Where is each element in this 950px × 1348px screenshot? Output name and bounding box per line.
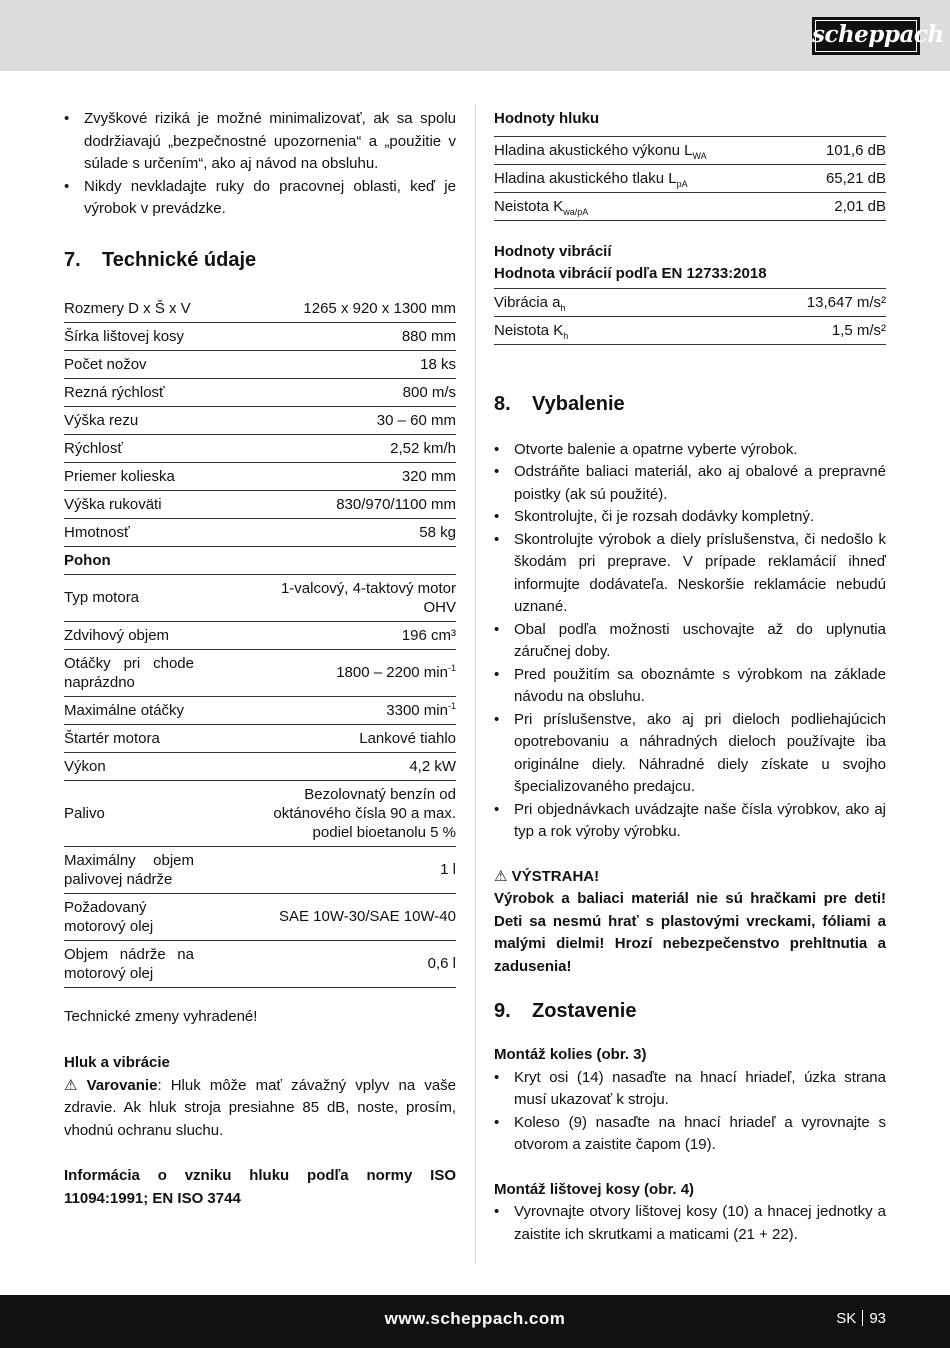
right-column [494,108,886,1246]
list-item: • Vyrovnajte otvory lištovej kosy (10) a hnacej jednotky a zaistite ich skrutkami a maticami (21 + 22). [494,1201,886,1246]
table-cell-value: 2,52 km/h [254,434,456,462]
table-cell-value: 58 kg [254,518,456,546]
table-cell-value: 101,6 dB [800,136,886,164]
table-cell-value: 196 cm³ [254,621,456,649]
table-cell-label: Maximálne otáčky [64,696,254,724]
list-item: • Otvorte balenie a opatrne vyberte výrobok. [494,439,886,462]
table-row [64,940,456,987]
table-cell-label: Neistota $K_h$ [494,316,684,344]
page-header [0,0,950,71]
table-row [64,893,456,940]
list-item: • Pred použitím sa oboznámte s výrobkom na základe návodu na obsluhu. [494,664,886,709]
table-cell-value: 1800 – 2200 $\min^{-1}$ [254,649,456,696]
table-cell-value: 1,5 m/s² [684,316,886,344]
table-cell-label: Rozmery D x Š x V [64,295,254,323]
table-cell-value: 13,647 m/s² [684,288,886,316]
section-title-unpacking: 8. Vybalenie [494,392,625,415]
table-cell-value: 880 mm [254,322,456,350]
table-cell-label: Palivo [64,780,254,846]
table-cell-value: 1 l [254,846,456,893]
table-cell-value: 1265 x 920 x 1300 mm [254,295,456,323]
table-row [494,316,886,344]
vibration-subheading: Hodnota vibrácií podľa EN 12733:2018 [494,265,767,282]
scheppach-logo: scheppach [812,17,920,55]
table-cell-label: Zdvihový objem [64,621,254,649]
table-cell-value: 3300 $\min^{-1}$ [254,696,456,724]
table-cell-value: 65,21 dB [800,164,886,192]
left-column [64,108,456,1210]
list-item: • Skontrolujte výrobok a diely príslušenstva, či nedošlo k škodám pri preprave. V prípade reklamácií ihneď informujte dodávateľa. Neskoršie reklamácie nebudú uznané. [494,529,886,619]
table-row [494,164,886,192]
table-cell-label: Hmotnosť [64,518,254,546]
iso-heading: Informácia o vzniku hluku podľa normy ISO 11094:1991; EN ISO 3744 [64,1167,456,1207]
warning-block [494,866,886,979]
column-divider [475,104,476,1264]
table-row [64,846,456,893]
table-row [64,724,456,752]
list-item: • Koleso (9) nasaďte na hnací hriadeľ a vyrovnajte s otvorom a zaistite čapom (19). [494,1112,886,1157]
table-cell-label: Počet nožov [64,350,254,378]
table-row [64,649,456,696]
list-item: • Zvyškové riziká je možné minimalizovať, ak sa spolu dodržiavajú „bezpečnostné upozornenia“ a „použitie v súlade s určením“, ako aj návod na obsluhu. [64,108,456,176]
table-cell-label: Otáčky pri chode naprázdno [64,649,254,696]
table-cell-value: 2,01 dB [800,192,886,220]
table-cell-label: Výška rukoväti [64,490,254,518]
list-item: • Skontrolujte, či je rozsah dodávky kompletný. [494,506,886,529]
table-row [494,288,886,316]
table-row [64,621,456,649]
table-cell-value: 830/970/1100 mm [254,490,456,518]
list-item: • Pri objednávkach uvádzajte naše čísla výrobkov, ako aj typ a rok výroby výrobku. [494,799,886,844]
vibration-table [494,288,886,345]
warning-triangle-icon: ⚠ [494,867,508,885]
noise-warning: ⚠ Varovanie: Hluk môže mať závažný vplyv na vaše zdravie. Ak hluk stroja presiahne 85 dB, noste, prosím, vhodnú ochranu sluchu. [64,1076,457,1139]
table-cell-label: Vibrácia $a_h$ [494,288,684,316]
table-cell-value: Bezolovnatý benzín od oktánového čísla 90 a max. podiel bioetanolu 5 % [254,780,456,846]
table-cell-value: 320 mm [254,462,456,490]
table-row [64,518,456,546]
table-cell-label: Výška rezu [64,406,254,434]
table-cell-value: 0,6 l [254,940,456,987]
list-item: • Odstráňte baliaci materiál, ako aj obalové a prepravné poistky (ak sú použité). [494,461,886,506]
warning-triangle-icon: ⚠ [64,1076,78,1094]
table-row [64,378,456,406]
list-item: • Pri príslušenstve, ako aj pri dieloch podliehajúcich opotrebovaniu a náhradných dieloch používajte iba originálne diely. Náhradné diely získate u svojho špecializovaného predajcu. [494,709,886,799]
table-row [64,574,456,621]
page-footer [0,1295,950,1348]
table-cell-label: Rýchlosť [64,434,254,462]
spec-table [64,295,456,988]
table-cell-label: Hladina akustického tlaku $L_{pA}$ [494,164,800,192]
noise-heading: Hluk a vibrácie [64,1054,170,1071]
section-title-assembly: 9. Zostavenie [494,1000,637,1022]
table-row [64,322,456,350]
table-cell-label: Šírka lištovej kosy [64,322,254,350]
table-cell-label: Výkon [64,752,254,780]
table-cell-label: Objem nádrže na motorový olej [64,940,254,987]
table-cell-value: SAE 10W-30/SAE 10W-40 [254,893,456,940]
wheels-heading: Montáž kolies (obr. 3) [494,1046,647,1063]
table-row [64,752,456,780]
table-row [64,434,456,462]
table-cell-value: Lankové tiahlo [254,724,456,752]
wheels-bullet-list [494,1067,886,1157]
page-number: SK 93 [836,1310,886,1327]
table-cell-label: Maximálny objem palivovej nádrže [64,846,254,893]
table-row [64,490,456,518]
unpacking-bullet-list [494,439,886,844]
table-cell-value: 800 m/s [254,378,456,406]
table-row [64,462,456,490]
intro-bullet-list [64,108,456,221]
vibration-heading: Hodnoty vibrácií [494,242,612,260]
noise-table [494,136,886,221]
table-cell-label: Typ motora [64,574,254,621]
changes-note: Technické zmeny vyhradené! [64,1007,258,1025]
list-item: • Kryt osi (14) nasaďte na hnací hriadeľ, úzka strana musí ukazovať k stroju. [494,1067,886,1112]
table-row [64,780,456,846]
warning-title: ⚠ VÝSTRAHA! [494,867,600,885]
list-item: • Nikdy nevkladajte ruky do pracovnej oblasti, keď je výrobok v prevádzke. [64,176,456,221]
table-row [494,136,886,164]
table-cell-value: 4,2 kW [254,752,456,780]
table-cell-label: Hladina akustického výkonu $L_{WA}$ [494,136,800,164]
table-row [64,696,456,724]
table-row [64,406,456,434]
footer-url[interactable]: www.scheppach.com [384,1309,566,1328]
cutter-bar-bullet-list [494,1201,886,1246]
table-cell-label: Neistota $K_{wa/pA}$ [494,192,800,220]
table-cell-value: 30 – 60 mm [254,406,456,434]
pohon-heading: Pohon [64,546,456,574]
warning-text: Výrobok a baliaci materiál nie sú hračkami pre deti! Deti sa nesmú hrať s plastovými vreckami, fóliami a malými dielmi! Hrozí nebezpečenstvo prehltnutia a zadusenia! [494,890,886,975]
table-cell-label: Rezná rýchlosť [64,378,254,406]
table-cell-label: Požadovaný motorový olej [64,893,254,940]
table-cell-label: Priemer kolieska [64,462,254,490]
table-cell-value: 18 ks [254,350,456,378]
cutter-bar-heading: Montáž lištovej kosy (obr. 4) [494,1180,695,1198]
list-item: • Obal podľa možnosti uschovajte až do uplynutia záručnej doby. [494,619,886,664]
table-cell-label: Štartér motora [64,724,254,752]
noise-values-heading: Hodnoty hluku [494,110,599,127]
table-row [64,350,456,378]
table-row [64,546,456,574]
table-cell-value: 1-valcový, 4-taktový motor OHV [254,574,456,621]
table-row [494,192,886,220]
table-row [64,295,456,323]
section-title-technical-data: 7. Technické údaje [64,248,257,271]
